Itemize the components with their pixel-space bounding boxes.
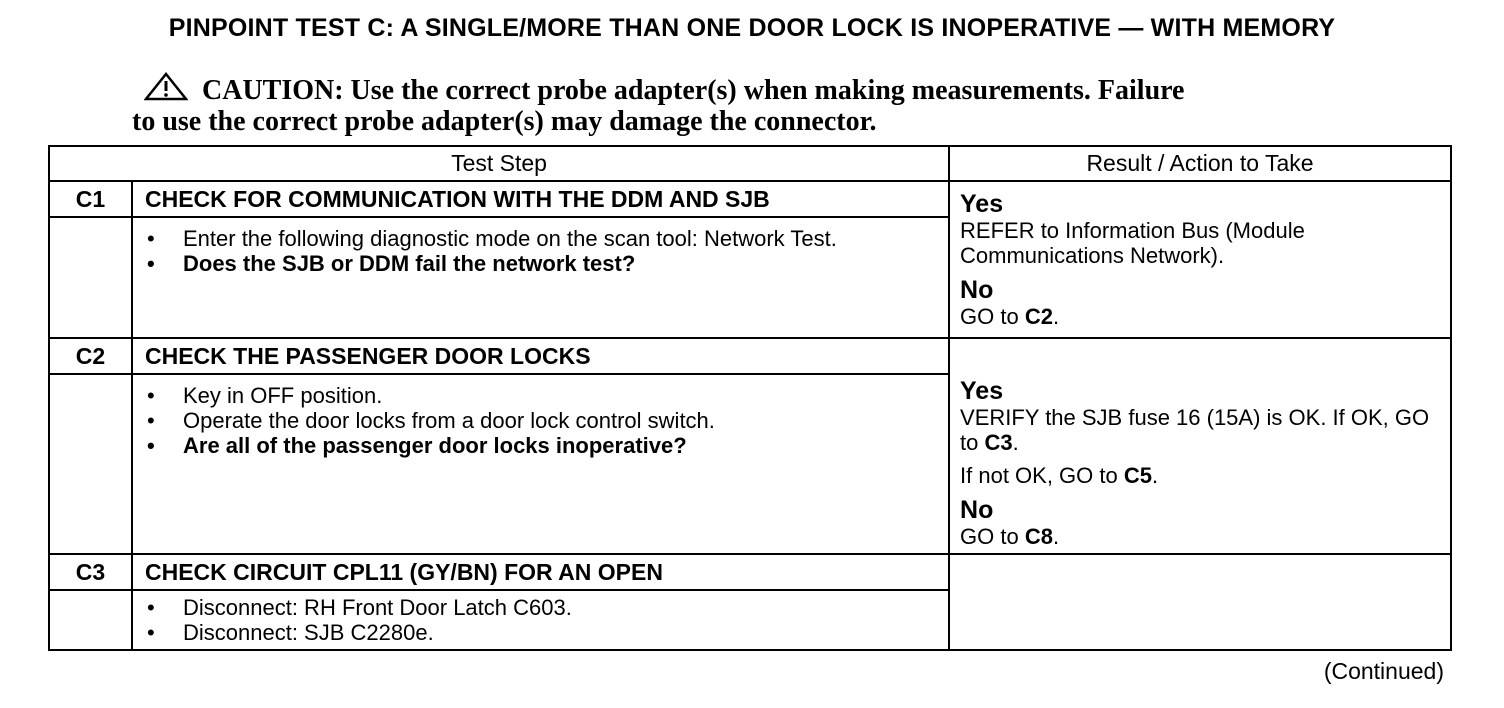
warning-triangle-icon (144, 72, 188, 102)
step-link[interactable]: C3 (984, 430, 1013, 455)
header-test-step: Test Step (49, 146, 949, 181)
list-item: • Disconnect: RH Front Door Latch C603. (183, 595, 936, 620)
list-item: • Does the SJB or DDM fail the network test? (183, 251, 936, 276)
step-body (132, 374, 949, 554)
yes-action-alt: If not OK, GO to C5. (960, 463, 1159, 488)
no-label: No (960, 276, 994, 304)
step-id-spacer (49, 217, 132, 338)
step-id-spacer (49, 374, 132, 554)
caution-text-1: CAUTION: Use the correct probe adapter(s) when making measurements. Failure (202, 75, 1185, 106)
table-header-row (49, 146, 1451, 181)
step-heading: CHECK THE PASSENGER DOOR LOCKS (132, 338, 949, 374)
caution-line-2: to use the correct probe adapter(s) may damage the connector. (132, 106, 877, 137)
list-item: • Operate the door locks from a door lock control switch. (183, 408, 936, 433)
yes-label: Yes (960, 190, 1004, 218)
step-c1-heading-row (49, 181, 1451, 217)
step-body (132, 590, 949, 650)
page-title: PINPOINT TEST C: A SINGLE/MORE THAN ONE DOOR LOCK IS INOPERATIVE — WITH MEMORY (168, 14, 1336, 42)
no-action: GO to C2. (960, 304, 1060, 329)
list-item: • Are all of the passenger door locks inoperative? (183, 433, 936, 458)
step-heading: CHECK CIRCUIT CPL11 (GY/BN) FOR AN OPEN (132, 554, 949, 590)
step-id-spacer (49, 590, 132, 650)
caution-notice (132, 72, 1362, 137)
step-id: C1 (49, 181, 132, 217)
list-item: • Key in OFF position. (183, 383, 936, 408)
step-id: C2 (49, 338, 132, 374)
no-label: No (960, 496, 994, 524)
pinpoint-test-table (48, 145, 1452, 651)
list-item: • Enter the following diagnostic mode on the scan tool: Network Test. (183, 226, 936, 251)
yes-label: Yes (960, 377, 1004, 405)
continued-note: (Continued) (1323, 658, 1444, 684)
no-action: GO to C8. (960, 524, 1060, 549)
step-c3-heading-row (49, 554, 1451, 590)
yes-action: VERIFY the SJB fuse 16 (15A) is OK. If OK, GO to C3. (960, 405, 1430, 455)
step-c1-result (949, 181, 1451, 338)
step-c2-heading-row (49, 338, 1451, 374)
step-id: C3 (49, 554, 132, 590)
list-item: • Disconnect: SJB C2280e. (183, 620, 936, 645)
step-link[interactable]: C8 (1024, 524, 1053, 549)
header-result-action: Result / Action to Take (949, 146, 1451, 181)
caution-line-1 (132, 72, 1362, 106)
step-c3-result (949, 554, 1451, 650)
step-heading: CHECK FOR COMMUNICATION WITH THE DDM AND SJB (132, 181, 949, 217)
step-body (132, 217, 949, 338)
step-link[interactable]: C2 (1024, 304, 1053, 329)
yes-action: REFER to Information Bus (Module Communications Network). (960, 218, 1305, 268)
step-link[interactable]: C5 (1123, 463, 1152, 488)
step-c2-result (949, 338, 1451, 554)
